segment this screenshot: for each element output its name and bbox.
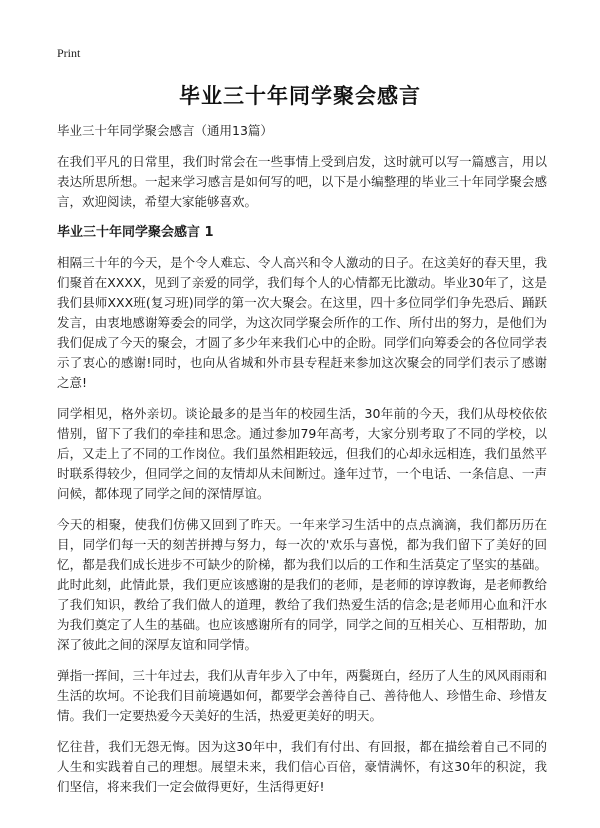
article-subtitle: 毕业三十年同学聚会感言（通用13篇） xyxy=(57,123,273,138)
paragraph-3: 今天的相聚，使我们仿佛又回到了昨天。一年来学习生活中的点点滴滴，我们都历历在目，同学们每一天的刻苦拼搏与努力，每一次的'欢乐与喜悦，都为我们留下了美好的回忆，都是我们成长进步不可缺少的阶梯，都为我们以后的工作和生活莫定了坚实的基础。此时此刻，此情此景，我们更应该感谢的是我们的老师，是老师的谆谆教诲，是老师教给了我们知识，教给了我们做人的道理，教给了我们热爱生活的信念;是老师用心血和汗水为我们奠定了人生的基础。也应该感谢所有的同学，同学之间的互相关心、互相帮助，加深了彼此之间的深厚友谊和同学情。 xyxy=(57,517,547,652)
section-heading: 毕业三十年同学聚会感言 1 xyxy=(57,225,214,240)
article-body xyxy=(57,121,547,808)
paragraph-5: 忆往昔，我们无怨无悔。因为这30年中，我们有付出、有回报，都在描绘着自己不同的人生和实践着自己的理想。展望未来，我们信心百倍，豪情满怀，有这30年的积淀，我们坚信，将来我们一定会做得更好，生活得更好! xyxy=(57,739,547,794)
paragraph-1: 相隔三十年的今天，是个令人难忘、令人高兴和令人激动的日子。在这美好的春天里，我们聚首在XXXX，见到了亲爱的同学，我们每个人的心情都无比激动。毕业30年了，这是我们县师XXX班(复习班)同学的第一次大聚会。在这里，四十多位同学们争先恐后、踊跃发言，由衷地感谢筹委会的同学，为这次同学聚会所作的工作、所付出的努力，是他们为我们促成了今天的聚会，才圆了多少年来我们心中的企盼。同学们向筹委会的各位同学表示了衷心的感谢!同时，也向从省城和外市县专程赶来参加这次聚会的同学们表示了感谢之意! xyxy=(57,255,547,390)
paragraph-2: 同学相见，格外亲切。谈论最多的是当年的校园生活，30年前的今天，我们从母校依依惜别，留下了我们的牵挂和思念。通过参加79年高考，大家分别考取了不同的学校，以后，又走上了不同的工作岗位。我们虽然相距较远，但我们的心却永远相连，我们虽然平时联系得较少，但同学之间的友情却从未间断过。逢年过节，一个电话、一条信息、一声问候，都体现了同学之间的深情厚谊。 xyxy=(57,406,547,501)
print-link[interactable]: Print xyxy=(57,46,81,60)
paragraph-4: 弹指一挥间，三十年过去，我们从青年步入了中年，两鬓斑白，经历了人生的风风雨雨和生活的坎坷。不论我们目前境遇如何，都要学会善待自己、善待他人、珍惜生命、珍惜友情。我们一定要热爱今天美好的生活，热爱更美好的明天。 xyxy=(57,668,547,723)
intro-paragraph: 在我们平凡的日常里，我们时常会在一些事情上受到启发，这时就可以写一篇感言，用以表达所思所想。一起来学习感言是如何写的吧，以下是小编整理的毕业三十年同学聚会感言，欢迎阅读，希望大家能够喜欢。 xyxy=(57,154,547,209)
page-title: 毕业三十年同学聚会感言 xyxy=(179,84,421,108)
